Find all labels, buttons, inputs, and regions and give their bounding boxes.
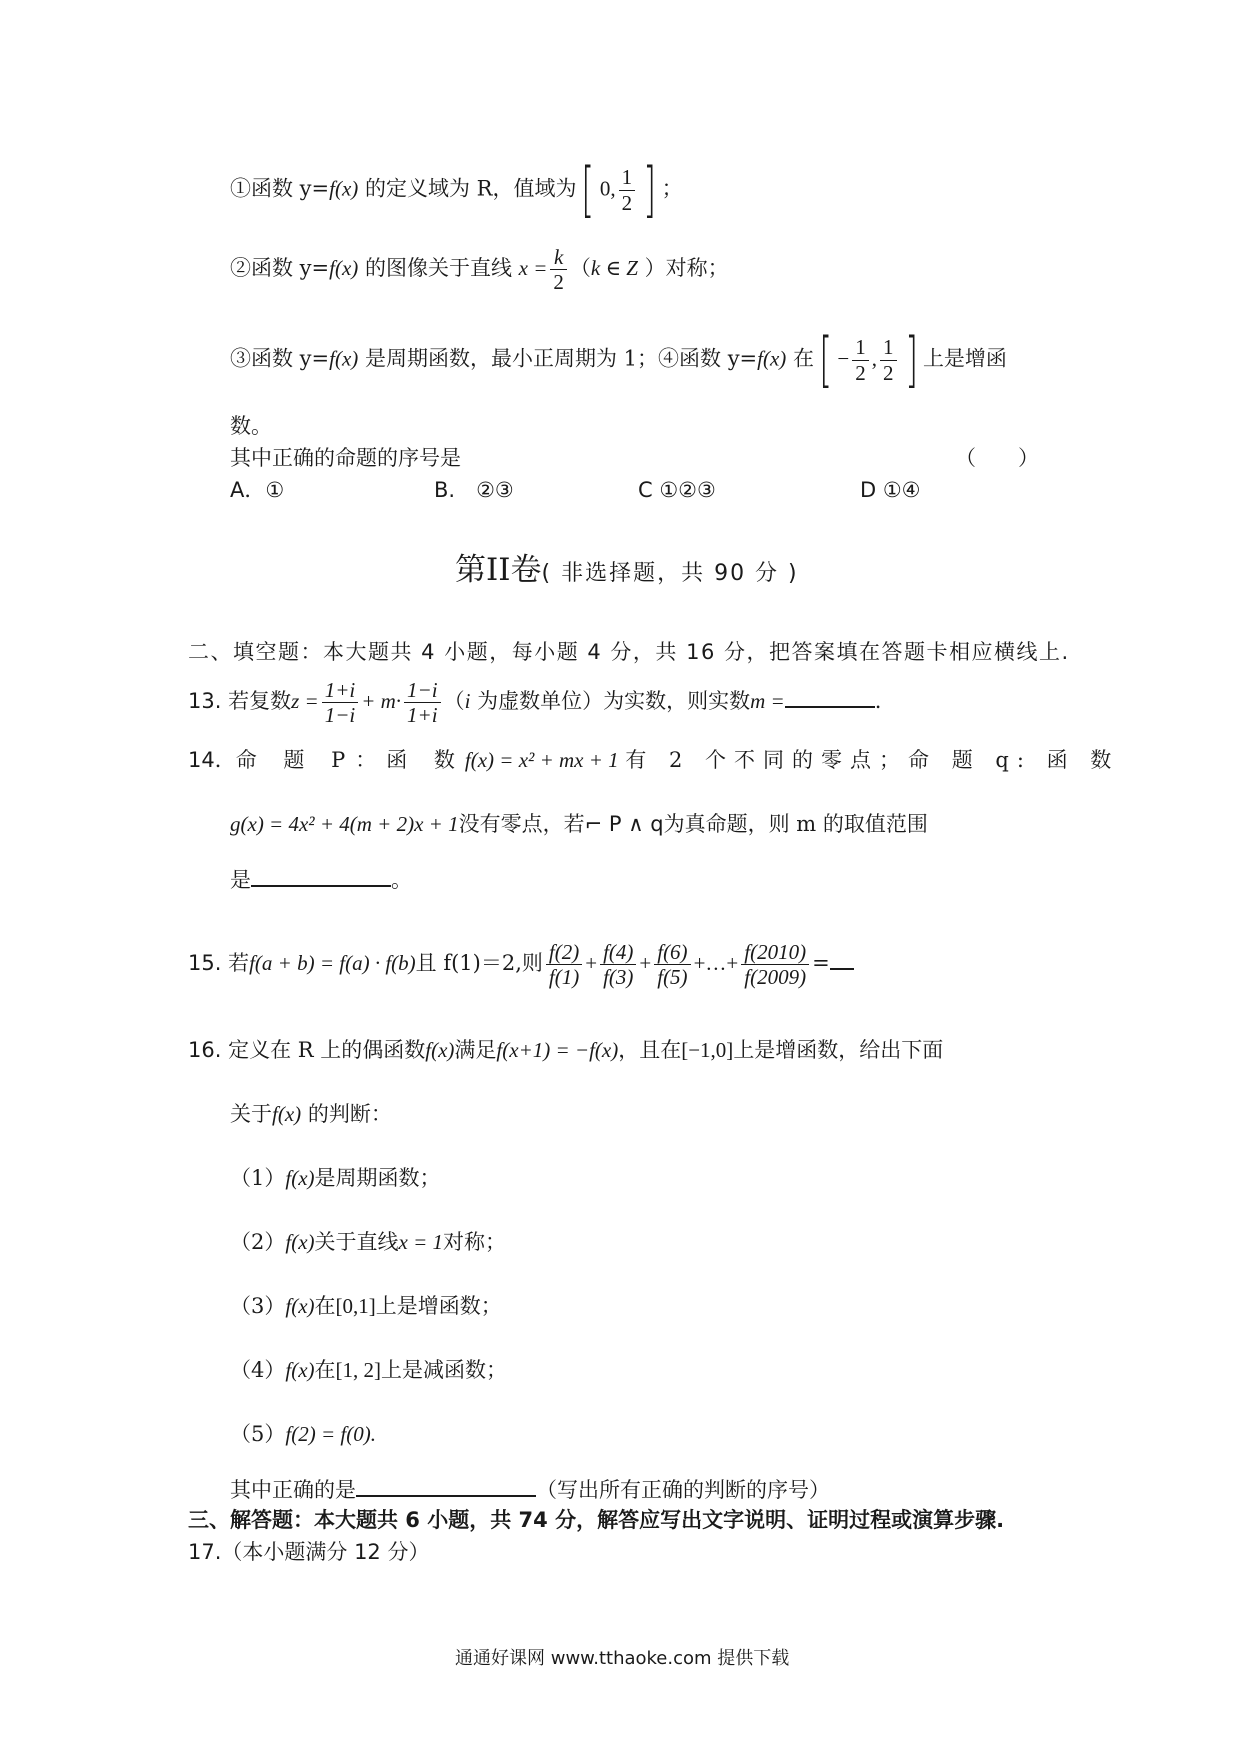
statement-2: ②函数 y=f(x) 的图像关于直线 x = $\frac{k}{2}$ （k ∈ Z ）对称；: [230, 245, 729, 295]
circled-mark: ①: [230, 176, 251, 201]
answer-blank[interactable]: [830, 947, 854, 970]
judgement-3: （3）f(x)在[0,1]上是增函数；: [230, 1294, 502, 1318]
answer-blank[interactable]: [785, 685, 875, 708]
question-17: 17.（本小题满分 12 分）: [188, 1540, 430, 1564]
answer-blank[interactable]: [251, 864, 391, 887]
fraction-half: $\frac{1}{2}$: [619, 165, 636, 214]
statement-3-4: ③函数 y=f(x) 是周期函数，最小正周期为 1；④函数 y=f(x) 在[ − $\frac{1}{2}$ , $\frac{1}{2}$ ] 上是增函: [230, 325, 1007, 395]
answer-paren: （ ）: [955, 446, 1039, 470]
right-bracket: ]: [643, 155, 657, 225]
question-prompt: 其中正确的命题的序号是: [230, 446, 461, 470]
question-13: 13. 若复数z = $\frac{1+i}{1-i}$ + m· $\frac{1-i}{1+i}$ （i 为虚数单位）为实数，则实数m = .: [188, 678, 882, 728]
right-bracket: ]: [904, 325, 918, 395]
fraction-k-over-2: $\frac{k}{2}$: [550, 245, 567, 294]
question-15: 15. 若f(a + b) = f(a) · f(b)且 f(1)＝2,则 $\frac{f(2)}{f(1)}$ + $\frac{f(4)}{f(3)}$ + $\frac{f(6)}{f(5)}$ +…+ $\frac{f(2010)}{f(2009)}$ =: [188, 940, 854, 989]
circled-mark: ②: [230, 256, 251, 281]
judgement-5: （5）f(2) = f(0).: [230, 1422, 376, 1446]
answer-blank[interactable]: [356, 1474, 536, 1497]
part2-title: 第II卷( 非选择题，共 90 分 ): [455, 552, 799, 588]
question-14-line1: 14．命 题 P：函 数f(x) = x² + mx + 1 有 2 个不同的零点；命 题 q: 函 数: [188, 748, 1120, 772]
fraction-half: $\frac{1}{2}$: [852, 335, 869, 384]
option-b: B. ②③: [434, 478, 514, 502]
left-bracket: [: [819, 325, 833, 395]
judgement-1: （1）f(x)是周期函数；: [230, 1166, 441, 1190]
circled-mark: ③: [230, 346, 251, 371]
option-a: A．①: [230, 478, 285, 502]
fraction-half: $\frac{1}{2}$: [880, 335, 897, 384]
question-16-line1: 16. 定义在 R 上的偶函数f(x)满足f(x+1) = −f(x)，且在[−1,0]上是增函数，给出下面: [188, 1038, 944, 1062]
circled-mark: ④: [658, 346, 680, 371]
footer-source: 通通好课网 www.tthaoke.com 提供下载: [455, 1648, 790, 1669]
left-bracket: [: [581, 155, 595, 225]
section-2-heading: 二、填空题：本大题共 4 小题，每小题 4 分，共 16 分，把答案填在答题卡相应横线上.: [188, 640, 1070, 664]
judgement-2: （2）f(x)关于直线x = 1对称；: [230, 1230, 507, 1254]
judgement-4: （4）f(x)在[1, 2]上是减函数；: [230, 1358, 508, 1382]
option-d: D ①④: [860, 478, 921, 502]
question-16-answer: 其中正确的是 （写出所有正确的判断的序号）: [230, 1474, 830, 1503]
section-3-heading: 三、解答题：本大题共 6 小题，共 74 分，解答应写出文字说明、证明过程或演算步骤.: [188, 1508, 1005, 1532]
statement-1: ①函数 y=f(x) 的定义域为 R，值域为[ 0, $\frac{1}{2}$ ] ；: [230, 155, 683, 225]
question-16-line2: 关于f(x) 的判断：: [230, 1102, 392, 1126]
option-c: C ①②③: [638, 478, 716, 502]
question-14-line2: g(x) = 4x² + 4(m + 2)x + 1没有零点，若⌐ P ∧ q为真命题，则 m 的取值范围: [230, 812, 928, 836]
statement-3-4-cont: 数。: [230, 414, 272, 438]
question-14-line3: 是 。: [230, 864, 412, 893]
